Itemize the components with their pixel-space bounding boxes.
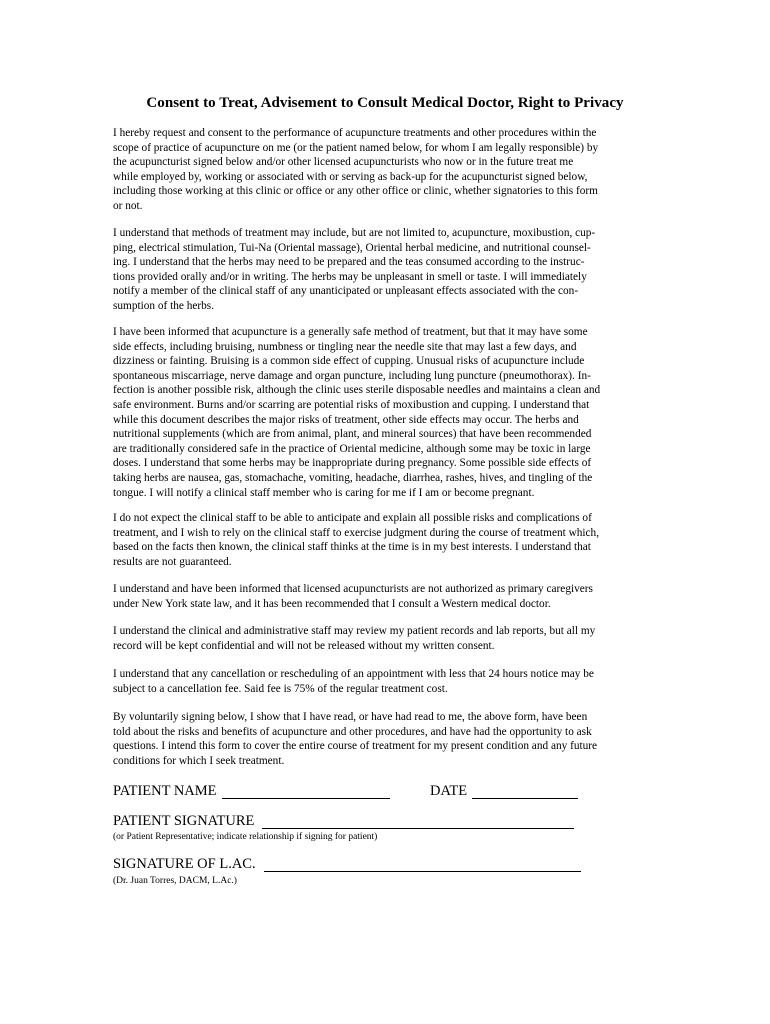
text-line: fection is another possible risk, although the clinic uses sterile disposable needles and maintains a clean and	[113, 384, 601, 397]
paragraph-primary-care	[113, 582, 653, 611]
text-line: told about the risks and benefits of acupuncture and other procedures, and have had the opportunity to ask	[113, 725, 592, 738]
text-line: dizziness or fainting. Bruising is a common side effect of cupping. Unusual risks of acupuncture include	[113, 355, 585, 368]
patient-signature-field[interactable]	[262, 828, 574, 829]
text-line: treatment, and I wish to rely on the clinical staff to exercise judgment during the course of treatment which,	[113, 526, 600, 539]
text-line: I understand that methods of treatment may include, but are not limited to, acupuncture, moxibustion, cup-	[113, 227, 596, 239]
paragraph-expectations	[113, 511, 653, 569]
text-line: while employed by, working or associated with or serving as back-up for the acupuncturist signed below,	[113, 170, 588, 183]
document-title: Consent to Treat, Advisement to Consult Medical Doctor, Right to Privacy	[146, 95, 624, 111]
text-line: based on the facts then known, the clinical staff thinks at the time is in my best interests. I understand that	[113, 541, 591, 554]
text-line: results are not guaranteed.	[113, 555, 232, 568]
text-line: conditions for which I seek treatment.	[113, 754, 285, 767]
text-line: scope of practice of acupuncture on me (or the patient named below, for whom I am legally responsible) by	[113, 141, 599, 154]
text-line: By voluntarily signing below, I show that I have read, or have had read to me, the above form, have been	[113, 711, 588, 723]
text-line: I do not expect the clinical staff to be able to anticipate and explain all possible risks and complications of	[113, 512, 592, 524]
text-line: I understand that any cancellation or rescheduling of an appointment with less that 24 hours notice may be	[113, 668, 594, 680]
text-line: including those working at this clinic or office or any other office or clinic, whether signatories to this form	[113, 185, 598, 198]
text-line: the acupuncturist signed below and/or other licensed acupuncturists who now or in the future treat me	[113, 156, 574, 169]
lac-signature-note: (Dr. Juan Torres, DACM, L.Ac.)	[113, 876, 237, 886]
paragraph-risks	[113, 325, 653, 500]
lac-signature-label: SIGNATURE OF L.AC.	[113, 856, 256, 872]
text-line: notify a member of the clinical staff of any unanticipated or unpleasant effects associated with the con-	[113, 285, 579, 298]
paragraph-privacy	[113, 624, 653, 653]
text-line: record will be kept confidential and will not be released without my written consent.	[113, 639, 495, 652]
date-label: DATE	[430, 783, 468, 799]
text-line: I understand and have been informed that licensed acupuncturists are not authorized as primary caregivers	[113, 583, 593, 595]
text-line: under New York state law, and it has been recommended that I consult a Western medical doctor.	[113, 597, 551, 610]
text-line: I understand the clinical and administrative staff may review my patient records and lab reports, but all my	[113, 625, 596, 637]
text-line: tions provided orally and/or in writing. The herbs may be unpleasant in smell or taste. I will immediately	[113, 270, 587, 283]
text-line: ing. I understand that the herbs may need to be prepared and the teas consumed according to the instruc-	[113, 256, 585, 269]
text-line: while this document describes the major risks of treatment, other side effects may occur. The herbs and	[113, 413, 579, 426]
patient-signature-note: (or Patient Representative; indicate relationship if signing for patient)	[113, 832, 378, 842]
text-line: tongue. I will notify a clinical staff member who is caring for me if I am or become pregnant.	[113, 486, 535, 499]
text-line: subject to a cancellation fee. Said fee is 75% of the regular treatment cost.	[113, 682, 448, 695]
patient-signature-label: PATIENT SIGNATURE	[113, 813, 255, 829]
text-line: side effects, including bruising, numbness or tingling near the needle site that may last a few days, and	[113, 340, 577, 353]
text-line: nutritional supplements (which are from animal, plant, and mineral sources) that have been recommended	[113, 428, 592, 441]
text-line: sumption of the herbs.	[113, 299, 215, 312]
paragraph-consent-request	[113, 126, 653, 214]
lac-signature-field[interactable]	[264, 871, 581, 872]
text-line: are traditionally considered safe in the practice of Oriental medicine, although some may be toxic in large	[113, 442, 591, 455]
text-line: or not.	[113, 199, 143, 212]
patient-name-field[interactable]	[222, 798, 390, 799]
paragraph-cancellation	[113, 667, 653, 696]
text-line: questions. I intend this form to cover the entire course of treatment for my present condition and any future	[113, 740, 598, 753]
text-line: ping, electrical stimulation, Tui-Na (Oriental massage), Oriental herbal medicine, and nutritional counsel-	[113, 241, 591, 254]
text-line: taking herbs are nausea, gas, stomachache, vomiting, headache, diarrhea, rashes, hives, and tingling of the	[113, 471, 593, 484]
patient-name-label: PATIENT NAME	[113, 783, 217, 799]
text-line: safe environment. Burns and/or scarring are potential risks of moxibustion and cupping. I understand that	[113, 398, 590, 411]
text-line: spontaneous miscarriage, nerve damage and organ puncture, including lung puncture (pneumothorax). In-	[113, 369, 591, 382]
paragraph-treatment-methods	[113, 226, 653, 314]
paragraph-acknowledgement	[113, 710, 653, 768]
text-line: doses. I understand that some herbs may be inappropriate during pregnancy. Some possible side effects of	[113, 457, 592, 470]
text-line: I have been informed that acupuncture is a generally safe method of treatment, but that it may have some	[113, 326, 588, 338]
text-line: I hereby request and consent to the performance of acupuncture treatments and other procedures within the	[113, 127, 597, 139]
date-field[interactable]	[472, 798, 578, 799]
